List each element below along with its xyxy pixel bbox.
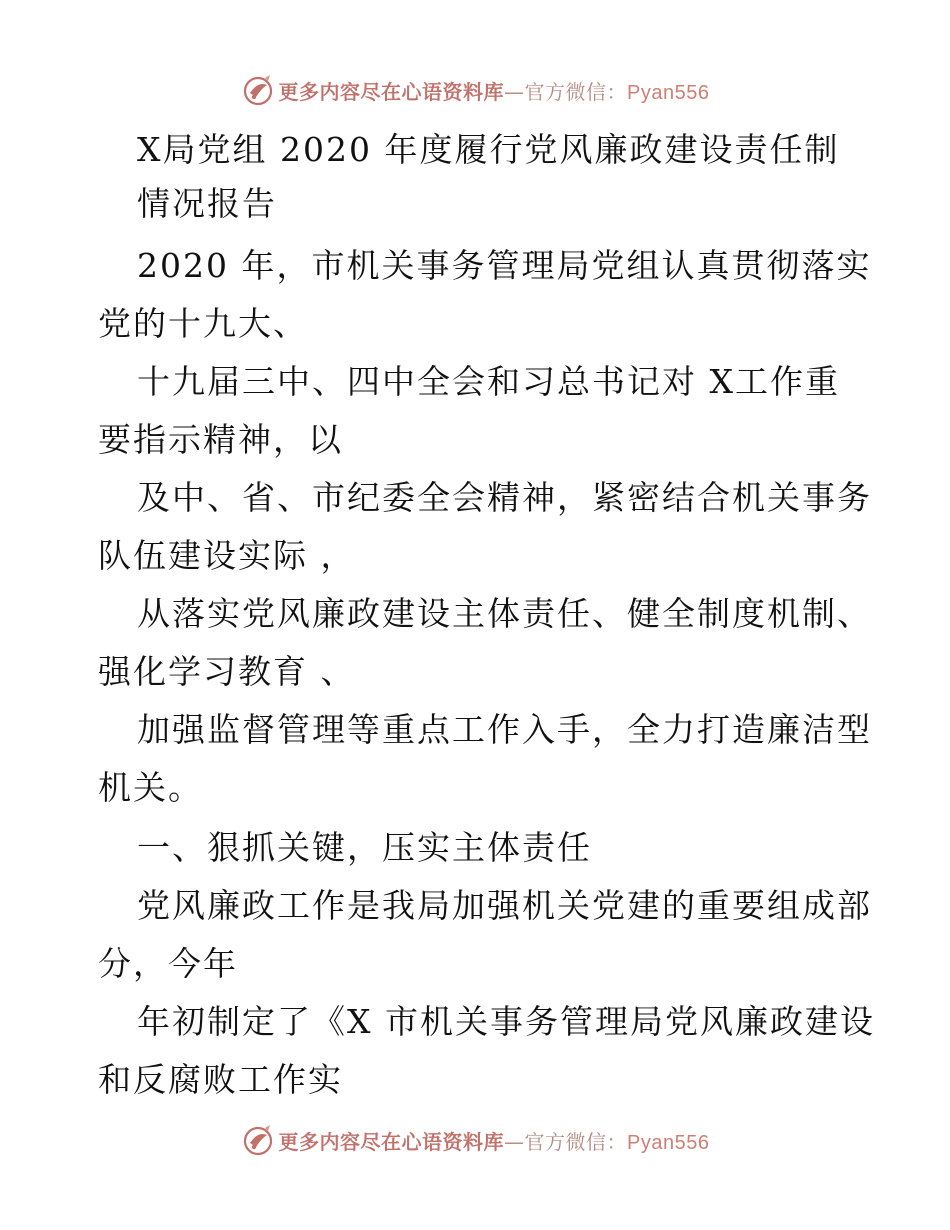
- watermark-wechat-id: Pyan556: [627, 1131, 710, 1154]
- brand-logo-icon: [241, 1123, 275, 1157]
- paragraph-line: 机关。: [98, 768, 203, 807]
- watermark-text: [279, 1126, 710, 1155]
- watermark-official: 官方微信：: [524, 79, 628, 104]
- watermark-brand: 更多内容尽在心语资料库: [278, 79, 505, 104]
- paragraph-line: 及中、省、市纪委全会精神，紧密结合机关事务: [137, 478, 872, 517]
- paragraph-line: 队伍建设实际 ，: [98, 536, 356, 575]
- paragraph-line: 分，今年: [98, 944, 238, 983]
- paragraph-line: 要指示精神，以: [98, 420, 343, 459]
- paragraph-line: 党的十九大、: [98, 304, 308, 343]
- section-heading: 一、狠抓关键，压实主体责任: [137, 828, 592, 867]
- brand-logo-icon: [241, 73, 275, 107]
- doc-title-line-1: X局党组 2020 年度履行党风廉政建设责任制: [137, 130, 840, 169]
- watermark-text: [279, 76, 710, 105]
- paragraph-line: 年初制定了《X 市机关事务管理局党风廉政建设: [137, 1002, 875, 1041]
- paragraph-line: 2020 年，市机关事务管理局党组认真贯彻落实: [137, 246, 872, 285]
- watermark-official: 官方微信：: [524, 1129, 628, 1154]
- doc-title-line-2: 情况报告: [137, 184, 277, 223]
- paragraph-line: 十九届三中、四中全会和习总书记对 X工作重: [137, 362, 840, 401]
- paragraph-line: 加强监督管理等重点工作入手，全力打造廉洁型: [137, 710, 872, 749]
- header-watermark: [0, 72, 950, 108]
- watermark-wechat-id: Pyan556: [627, 81, 710, 104]
- watermark-separator: —: [504, 79, 525, 104]
- paragraph-line: 强化学习教育 、: [98, 652, 356, 691]
- watermark-separator: —: [504, 1129, 525, 1154]
- paragraph-line: 从落实党风廉政建设主体责任、健全制度机制、: [137, 594, 872, 633]
- watermark-brand: 更多内容尽在心语资料库: [278, 1129, 505, 1154]
- paragraph-line: 党风廉政工作是我局加强机关党建的重要组成部: [137, 886, 872, 925]
- paragraph-line: 和反腐败工作实: [98, 1060, 343, 1099]
- footer-watermark: [0, 1122, 950, 1158]
